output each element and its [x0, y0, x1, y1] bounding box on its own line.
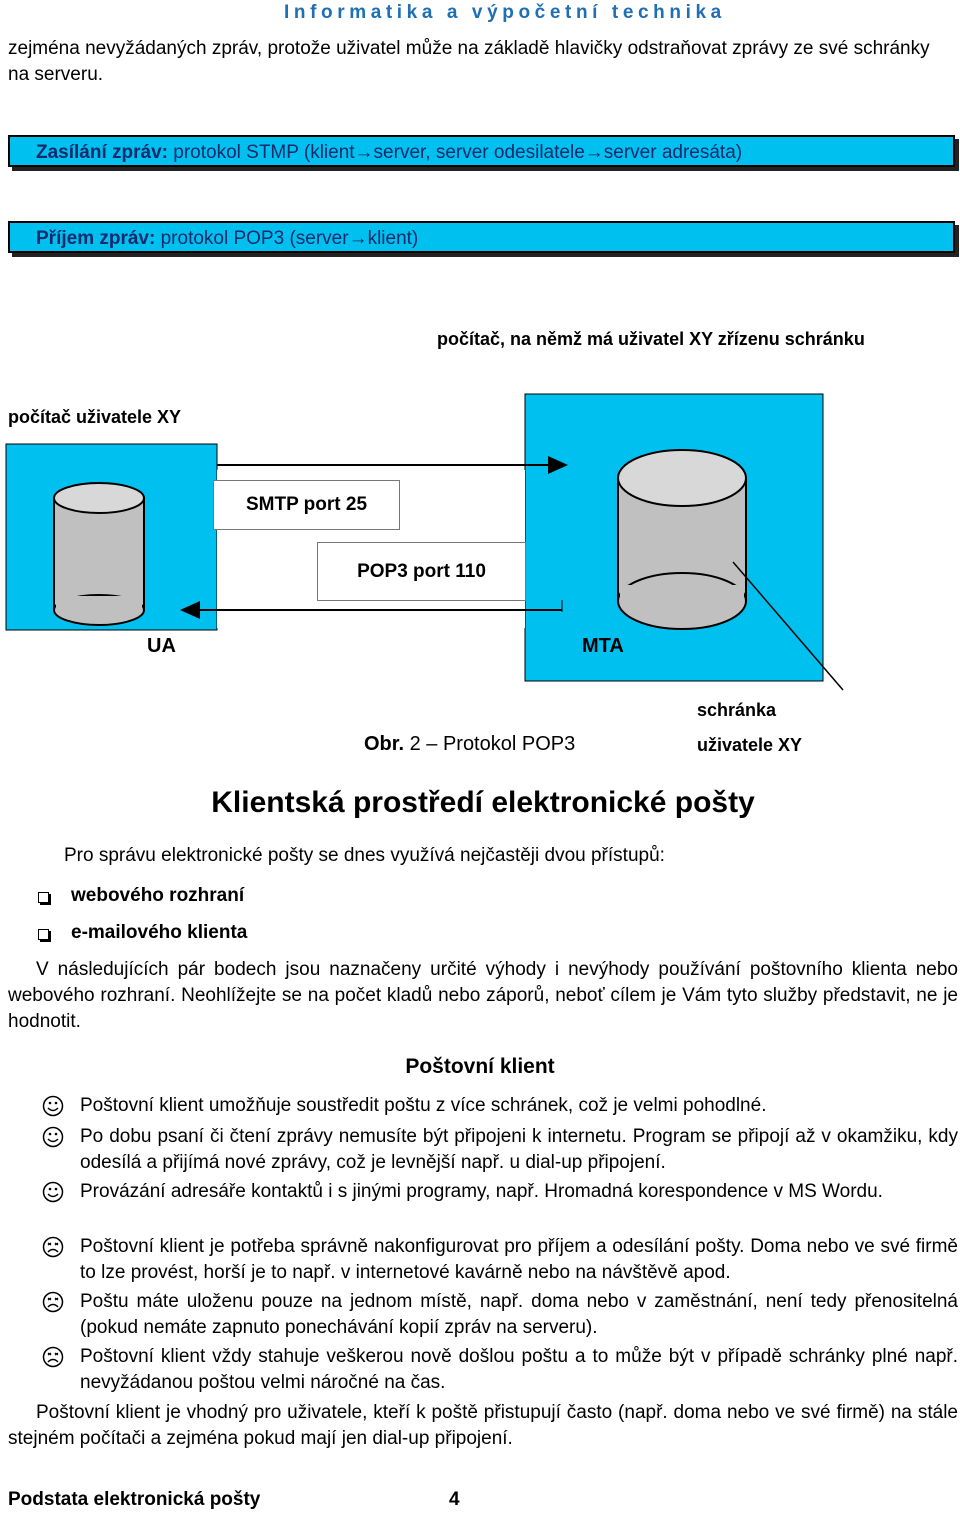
approach-item: e-mailového klienta	[71, 922, 248, 943]
smiley-sad-icon	[42, 1236, 64, 1258]
approach-item: webového rozhraní	[71, 885, 245, 906]
con-point: Poštovní klient vždy stahuje veškerou nově došlou poštu a to může být v případě schránky plné např. nevyžádanou poštou velmi náročné na čas.	[80, 1346, 958, 1393]
following-paragraph: V následujících pár bodech jsou naznačeny určité výhody i nevýhody používání poštovního klienta nebo webového rozhraní. Neohlížejte se na počet kladů nebo záporů, neboť cílem je Vám tyto služby představit, ne je hodnotit.	[8, 959, 958, 1032]
smtp-banner-text: protokol STMP (klient→server, server odesilatele→server adresáta)	[168, 142, 743, 163]
pop3-banner-bold: Příjem zpráv:	[36, 228, 156, 249]
smtp-port-label: SMTP port 25	[213, 480, 400, 530]
section-intro: Pro správu elektronické pošty se dnes využívá nejčastěji dvou přístupů:	[64, 845, 665, 866]
pro-point: Provázání adresáře kontaktů i s jinými programy, např. Hromadná korespondence v MS Wordu.	[80, 1181, 883, 1202]
pop3-banner	[8, 221, 955, 253]
smiley-happy-icon	[42, 1181, 64, 1203]
pro-point: Poštovní klient umožňuje soustředit poštu z více schránek, což je velmi pohodlné.	[80, 1095, 767, 1116]
page-number: 4	[449, 1489, 460, 1510]
figure-caption-obr: Obr.	[364, 733, 410, 755]
pro-point: Po dobu psaní či čtení zprávy nemusíte být připojeni k internetu. Program se připojí až v okamžiku, kdy odesílá a přijímá nové zprávy, což je levnější např. u dial-up připojení.	[80, 1126, 958, 1173]
server-label: počítač, na němž má uživatel XY zřízenu schránku	[437, 329, 865, 349]
pop3-port-label: POP3 port 110	[317, 542, 526, 601]
mailbox-owner-label: uživatele XY	[697, 735, 803, 755]
mta-label: MTA	[582, 635, 624, 657]
section-title: Klientská prostředí elektronické pošty	[211, 786, 755, 819]
smiley-happy-icon	[42, 1126, 64, 1148]
smiley-sad-icon	[42, 1346, 64, 1368]
figure-caption-text: 2 – Protokol POP3	[409, 733, 576, 755]
pop3-diagram	[0, 300, 960, 770]
con-point: Poštovní klient je potřeba správně nakonfigurovat pro příjem a odesílání pošty. Doma nebo ve své firmě to lze provést, horší je to např. v internetové kavárně nebo na návštěvě apod.	[80, 1236, 958, 1283]
bullet-square-icon	[38, 929, 49, 940]
client-label: počítač uživatele XY	[8, 407, 182, 427]
footer-title: Podstata elektronická pošty	[8, 1489, 261, 1510]
running-header: Informatika a výpočetní technika	[284, 2, 726, 23]
ua-label: UA	[147, 635, 176, 657]
smiley-sad-icon	[42, 1291, 64, 1313]
mailbox-label: schránka	[697, 700, 777, 720]
figure-caption	[364, 733, 575, 756]
subsection-title: Poštovní klient	[405, 1055, 555, 1078]
diagram-shapes	[0, 300, 960, 770]
bullet-square-icon	[38, 892, 49, 903]
smiley-happy-icon	[42, 1095, 64, 1117]
closing-paragraph: Poštovní klient je vhodný pro uživatele, kteří k poště přistupují často (např. doma nebo ve své firmě) na stále stejném počítači a zejména pokud mají jen dial-up připojení.	[8, 1402, 958, 1449]
con-point: Poštu máte uloženu pouze na jednom místě, např. doma nebo v zaměstnání, není tedy přenositelná (pokud nemáte zapnuto ponechávání kopií zpráv na serveru).	[80, 1291, 958, 1338]
smtp-banner	[8, 135, 955, 167]
smtp-banner-bold: Zasílání zpráv:	[36, 142, 168, 163]
client-database-icon	[54, 483, 144, 625]
mailbox-database-icon	[618, 450, 746, 629]
intro-paragraph: zejména nevyžádaných zpráv, protože uživatel může na základě hlavičky odstraňovat zprávy ze své schránky na serveru.	[8, 38, 930, 85]
pop3-banner-text: protokol POP3 (server→klient)	[155, 228, 419, 249]
